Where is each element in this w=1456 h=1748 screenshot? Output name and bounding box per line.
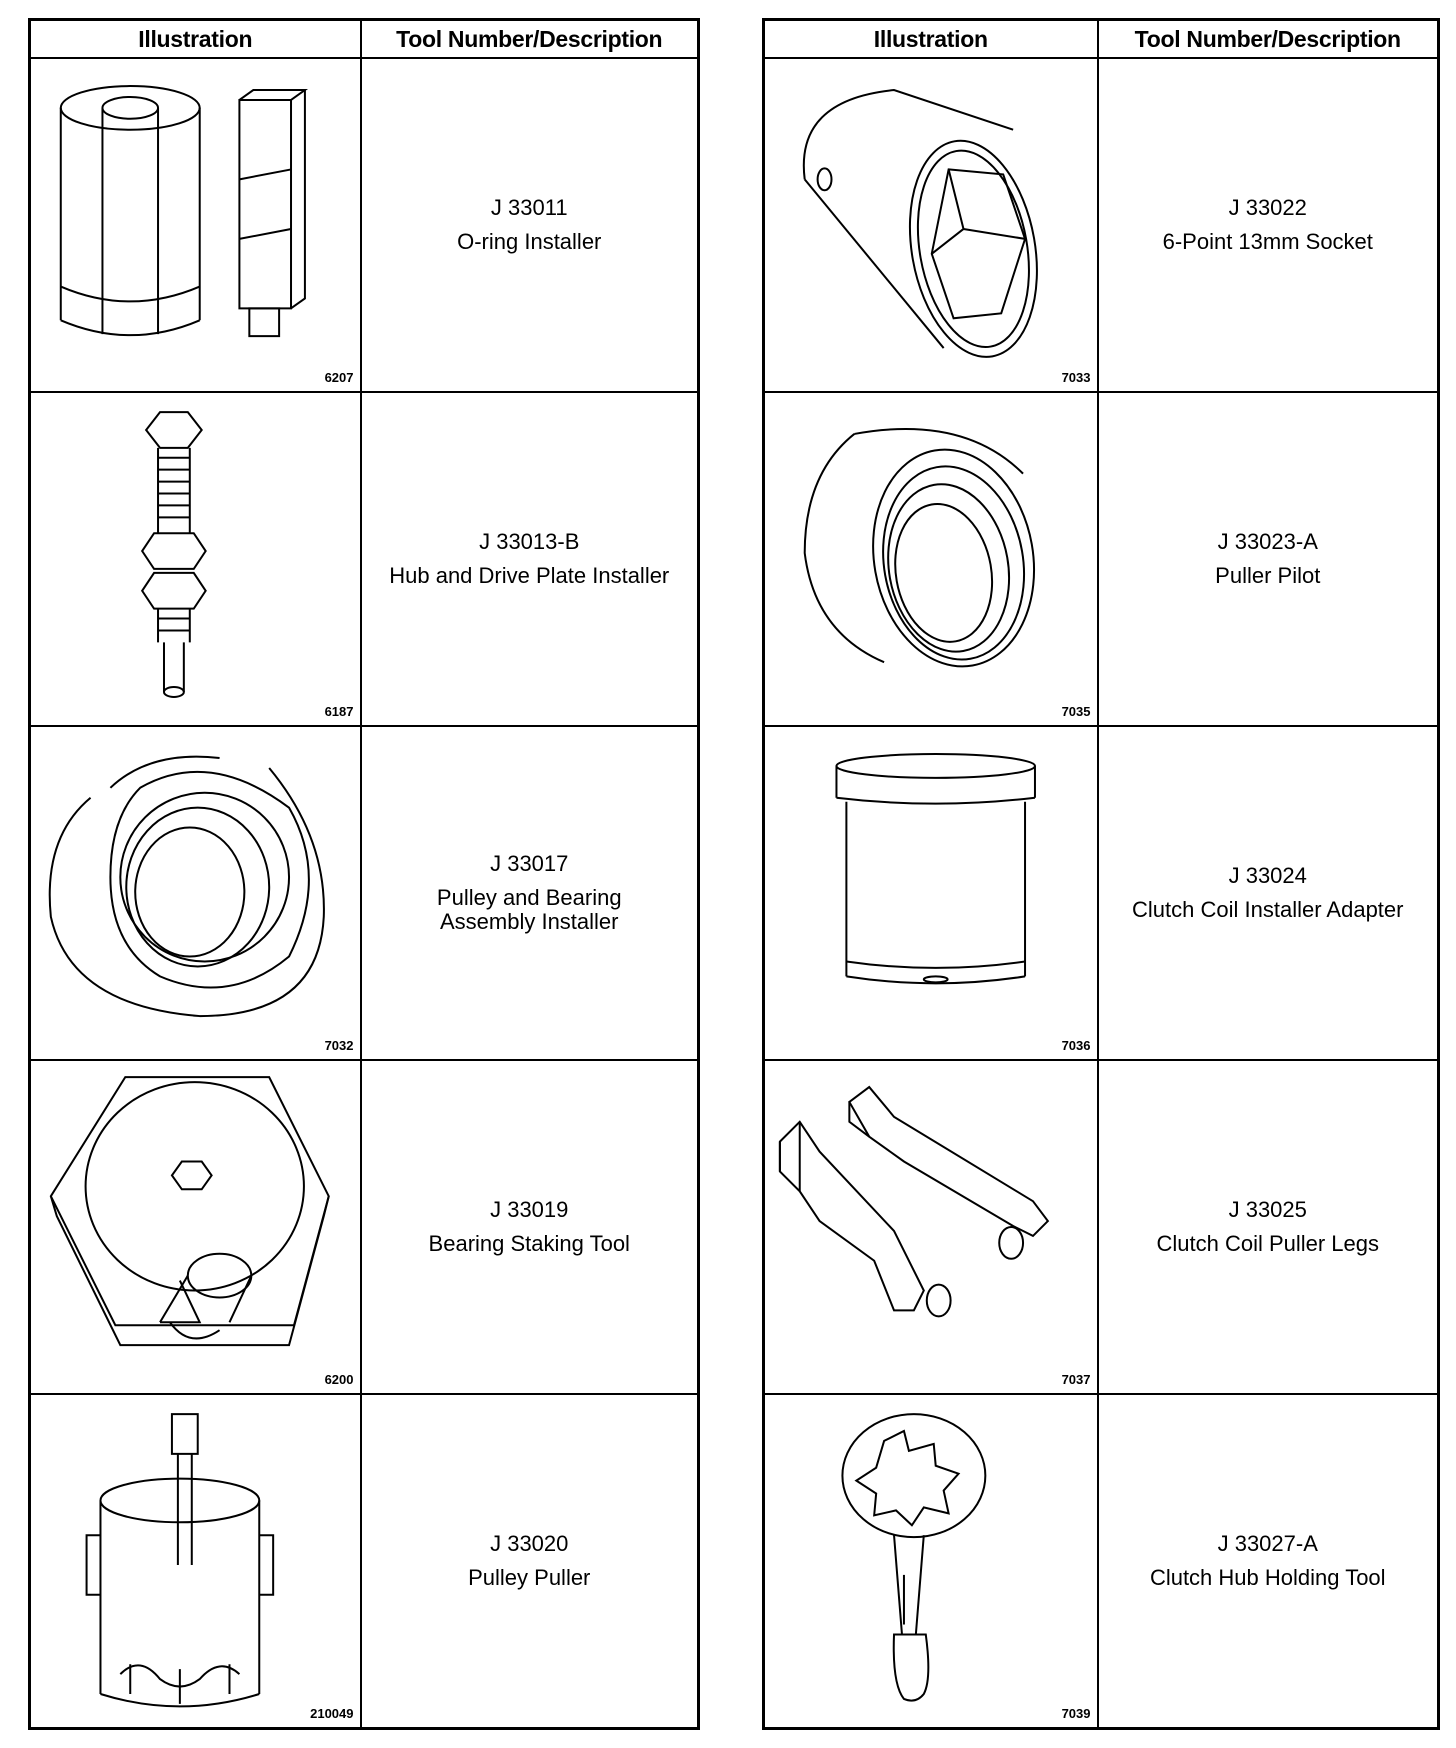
table-row	[30, 58, 699, 392]
oring-installer-illustration	[31, 59, 360, 391]
tool-description: Bearing Staking Tool	[428, 1231, 630, 1256]
illustration-cell	[30, 1394, 361, 1729]
illustration-cell	[764, 726, 1098, 1060]
hub-drive-plate-installer-illustration	[31, 393, 360, 725]
illustration-cell	[764, 58, 1098, 392]
bearing-staking-tool-illustration	[31, 1061, 360, 1393]
illustration-cell	[764, 1394, 1098, 1729]
tool-description: Clutch Coil Puller Legs	[1156, 1231, 1380, 1256]
tool-description-cell	[1098, 58, 1439, 392]
tool-number: J 33024	[1228, 862, 1307, 888]
figure-number: 6200	[324, 1372, 354, 1387]
table-row	[764, 726, 1439, 1060]
figure-number: 7035	[1061, 704, 1091, 719]
table-row	[30, 1060, 699, 1394]
clutch-coil-puller-legs-illustration	[765, 1061, 1097, 1393]
table-row	[30, 1394, 699, 1729]
tool-description: Pulley and Bearing Assembly Installer	[436, 884, 622, 935]
illustration-cell	[764, 392, 1098, 726]
tool-description-cell	[361, 1394, 699, 1729]
header-row	[764, 20, 1439, 59]
illustration-cell	[30, 58, 361, 392]
figure-number: 7032	[324, 1038, 354, 1053]
tool-description: 6-Point 13mm Socket	[1162, 229, 1373, 254]
tool-description-cell	[361, 1060, 699, 1394]
pulley-puller-illustration	[31, 1395, 360, 1727]
tool-number: J 33023-A	[1217, 528, 1318, 554]
tool-table-left	[28, 18, 700, 1730]
header-illustration: Illustration	[30, 20, 361, 59]
tool-description-cell	[1098, 1060, 1439, 1394]
tool-description: Pulley Puller	[468, 1565, 591, 1590]
tool-description: Hub and Drive Plate Installer	[389, 563, 670, 588]
tool-table-right	[762, 18, 1440, 1730]
table-row	[30, 392, 699, 726]
illustration-cell	[30, 726, 361, 1060]
tool-description: Clutch Hub Holding Tool	[1149, 1565, 1386, 1590]
tool-description-cell	[361, 726, 699, 1060]
tool-description: Clutch Coil Installer Adapter	[1132, 897, 1404, 922]
illustration-cell	[30, 392, 361, 726]
tool-description-cell	[361, 392, 699, 726]
tool-description-cell	[1098, 1394, 1439, 1729]
header-illustration: Illustration	[764, 20, 1098, 59]
tool-number: J 33019	[490, 1196, 569, 1222]
header-tool-number-description: Tool Number/Description	[361, 20, 699, 59]
clutch-coil-installer-adapter-illustration	[765, 727, 1097, 1059]
tool-number: J 33027-A	[1217, 1530, 1318, 1556]
tool-number: J 33017	[490, 850, 569, 876]
table-row	[764, 58, 1439, 392]
clutch-hub-holding-tool-illustration	[765, 1395, 1097, 1727]
pulley-bearing-installer-illustration	[31, 727, 360, 1059]
socket-illustration	[765, 59, 1097, 391]
tool-description: Puller Pilot	[1215, 563, 1321, 588]
table-row	[764, 1060, 1439, 1394]
tool-number: J 33011	[490, 194, 568, 220]
tool-number: J 33013-B	[479, 528, 580, 554]
tool-number: J 33022	[1228, 194, 1307, 220]
header-tool-number-description: Tool Number/Description	[1098, 20, 1439, 59]
table-row	[764, 1394, 1439, 1729]
puller-pilot-illustration	[765, 393, 1097, 725]
figure-number: 7039	[1061, 1706, 1091, 1721]
figure-number: 6207	[324, 370, 354, 385]
figure-number: 7033	[1061, 370, 1091, 385]
tool-number: J 33020	[490, 1530, 569, 1556]
tool-description-cell	[361, 58, 699, 392]
figure-number: 7036	[1061, 1038, 1091, 1053]
illustration-cell	[764, 1060, 1098, 1394]
figure-number: 7037	[1061, 1372, 1091, 1387]
illustration-cell	[30, 1060, 361, 1394]
tool-description-cell	[1098, 726, 1439, 1060]
header-row	[30, 20, 699, 59]
tool-number: J 33025	[1228, 1196, 1307, 1222]
table-row	[764, 392, 1439, 726]
tool-description-cell	[1098, 392, 1439, 726]
tool-description: O-ring Installer	[457, 229, 602, 254]
figure-number: 6187	[324, 704, 354, 719]
table-row	[30, 726, 699, 1060]
figure-number: 210049	[310, 1706, 354, 1721]
